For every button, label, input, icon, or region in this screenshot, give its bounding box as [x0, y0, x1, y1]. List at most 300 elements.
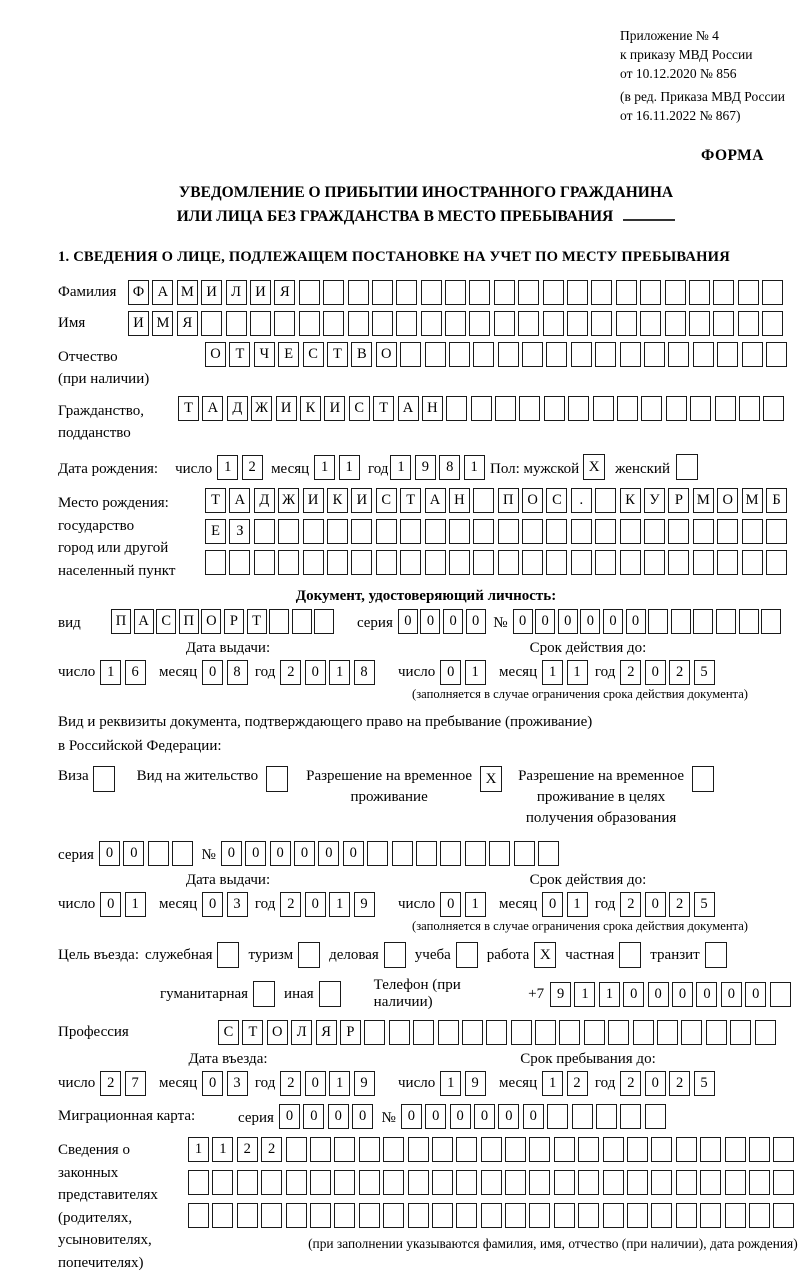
char-cell[interactable]	[518, 280, 539, 305]
char-cell[interactable]	[303, 550, 324, 575]
char-cell[interactable]	[359, 1170, 380, 1195]
char-cell[interactable]: 1	[188, 1137, 209, 1162]
char-cell[interactable]	[543, 280, 564, 305]
char-cell[interactable]: 1	[329, 660, 350, 685]
char-cell[interactable]	[473, 342, 494, 367]
char-cell[interactable]	[299, 311, 320, 336]
char-cell[interactable]: 0	[645, 892, 666, 917]
char-cell[interactable]: И	[250, 280, 271, 305]
char-cell[interactable]	[529, 1203, 550, 1228]
char-cell[interactable]	[543, 311, 564, 336]
char-cell[interactable]	[717, 550, 738, 575]
char-cell[interactable]	[641, 396, 662, 421]
char-cell[interactable]: И	[351, 488, 372, 513]
char-cell[interactable]	[489, 841, 510, 866]
char-cell[interactable]: 1	[217, 455, 238, 480]
char-cell[interactable]	[571, 519, 592, 544]
char-cell[interactable]: 0	[352, 1104, 373, 1129]
char-cell[interactable]	[498, 519, 519, 544]
char-cell[interactable]	[595, 488, 616, 513]
char-cell[interactable]: 0	[645, 660, 666, 685]
char-cell[interactable]	[693, 342, 714, 367]
char-cell[interactable]	[188, 1170, 209, 1195]
char-cell[interactable]	[212, 1203, 233, 1228]
purpose-private-checkbox[interactable]	[619, 942, 641, 968]
char-cell[interactable]	[700, 1203, 721, 1228]
char-cell[interactable]	[766, 550, 787, 575]
char-cell[interactable]	[644, 550, 665, 575]
purpose-work-checkbox[interactable]: X	[534, 942, 556, 968]
char-cell[interactable]: 0	[513, 609, 533, 634]
char-cell[interactable]	[299, 280, 320, 305]
char-cell[interactable]	[725, 1203, 746, 1228]
char-cell[interactable]	[505, 1203, 526, 1228]
char-cell[interactable]	[456, 1137, 477, 1162]
char-cell[interactable]	[392, 841, 413, 866]
char-cell[interactable]: 0	[558, 609, 578, 634]
char-cell[interactable]	[668, 550, 689, 575]
char-cell[interactable]: С	[218, 1020, 239, 1045]
char-cell[interactable]: Я	[274, 280, 295, 305]
char-cell[interactable]: 0	[645, 1071, 666, 1096]
temp-permit-edu-checkbox[interactable]	[692, 766, 714, 792]
char-cell[interactable]: 3	[227, 1071, 248, 1096]
char-cell[interactable]	[445, 311, 466, 336]
char-cell[interactable]: Е	[205, 519, 226, 544]
char-cell[interactable]: 0	[425, 1104, 446, 1129]
char-cell[interactable]: О	[522, 488, 543, 513]
char-cell[interactable]	[446, 396, 467, 421]
char-cell[interactable]	[432, 1137, 453, 1162]
char-cell[interactable]: П	[111, 609, 131, 634]
char-cell[interactable]	[546, 519, 567, 544]
char-cell[interactable]: 2	[620, 660, 641, 685]
char-cell[interactable]: О	[376, 342, 397, 367]
char-cell[interactable]: 1	[465, 660, 486, 685]
char-cell[interactable]	[770, 982, 791, 1007]
char-cell[interactable]	[578, 1137, 599, 1162]
char-cell[interactable]	[644, 519, 665, 544]
char-cell[interactable]	[286, 1170, 307, 1195]
char-cell[interactable]	[651, 1170, 672, 1195]
char-cell[interactable]	[351, 550, 372, 575]
char-cell[interactable]: 1	[212, 1137, 233, 1162]
char-cell[interactable]	[665, 280, 686, 305]
char-cell[interactable]	[567, 311, 588, 336]
char-cell[interactable]: С	[156, 609, 176, 634]
char-cell[interactable]	[172, 841, 193, 866]
char-cell[interactable]	[761, 609, 781, 634]
char-cell[interactable]	[693, 519, 714, 544]
char-cell[interactable]	[681, 1020, 702, 1045]
char-cell[interactable]	[738, 280, 759, 305]
char-cell[interactable]	[494, 311, 515, 336]
char-cell[interactable]	[690, 396, 711, 421]
char-cell[interactable]: И	[128, 311, 149, 336]
char-cell[interactable]	[620, 519, 641, 544]
char-cell[interactable]	[425, 342, 446, 367]
char-cell[interactable]: 1	[329, 1071, 350, 1096]
char-cell[interactable]: 8	[354, 660, 375, 685]
char-cell[interactable]: 0	[420, 609, 440, 634]
char-cell[interactable]: Д	[227, 396, 248, 421]
char-cell[interactable]: 9	[354, 892, 375, 917]
char-cell[interactable]: 0	[745, 982, 766, 1007]
char-cell[interactable]	[644, 342, 665, 367]
char-cell[interactable]	[498, 342, 519, 367]
purpose-commercial-checkbox[interactable]	[384, 942, 406, 968]
char-cell[interactable]: Т	[373, 396, 394, 421]
char-cell[interactable]: 2	[620, 1071, 641, 1096]
char-cell[interactable]	[773, 1203, 794, 1228]
char-cell[interactable]: 0	[303, 1104, 324, 1129]
char-cell[interactable]: 0	[305, 892, 326, 917]
char-cell[interactable]	[359, 1137, 380, 1162]
char-cell[interactable]	[603, 1137, 624, 1162]
char-cell[interactable]	[278, 550, 299, 575]
char-cell[interactable]	[481, 1170, 502, 1195]
residence-permit-checkbox[interactable]	[266, 766, 288, 792]
char-cell[interactable]	[376, 519, 397, 544]
char-cell[interactable]: 2	[242, 455, 263, 480]
char-cell[interactable]	[546, 550, 567, 575]
char-cell[interactable]	[389, 1020, 410, 1045]
char-cell[interactable]	[261, 1203, 282, 1228]
char-cell[interactable]	[706, 1020, 727, 1045]
char-cell[interactable]	[383, 1203, 404, 1228]
char-cell[interactable]: А	[425, 488, 446, 513]
char-cell[interactable]: Т	[327, 342, 348, 367]
char-cell[interactable]	[494, 280, 515, 305]
char-cell[interactable]: Л	[226, 280, 247, 305]
purpose-tourism-checkbox[interactable]	[298, 942, 320, 968]
char-cell[interactable]: 8	[227, 660, 248, 685]
char-cell[interactable]	[449, 342, 470, 367]
char-cell[interactable]: 2	[620, 892, 641, 917]
char-cell[interactable]: Т	[205, 488, 226, 513]
char-cell[interactable]: 0	[202, 660, 223, 685]
char-cell[interactable]	[584, 1020, 605, 1045]
char-cell[interactable]	[376, 550, 397, 575]
char-cell[interactable]	[616, 280, 637, 305]
char-cell[interactable]	[462, 1020, 483, 1045]
purpose-transit-checkbox[interactable]	[705, 942, 727, 968]
char-cell[interactable]	[348, 311, 369, 336]
char-cell[interactable]: О	[205, 342, 226, 367]
char-cell[interactable]	[408, 1137, 429, 1162]
char-cell[interactable]	[716, 609, 736, 634]
char-cell[interactable]: С	[546, 488, 567, 513]
char-cell[interactable]	[739, 609, 759, 634]
char-cell[interactable]	[449, 550, 470, 575]
char-cell[interactable]: Е	[278, 342, 299, 367]
char-cell[interactable]	[713, 311, 734, 336]
char-cell[interactable]: Ф	[128, 280, 149, 305]
char-cell[interactable]: 0	[542, 892, 563, 917]
char-cell[interactable]: 0	[343, 841, 364, 866]
char-cell[interactable]	[303, 519, 324, 544]
char-cell[interactable]	[700, 1170, 721, 1195]
char-cell[interactable]	[627, 1203, 648, 1228]
char-cell[interactable]	[486, 1020, 507, 1045]
char-cell[interactable]	[749, 1170, 770, 1195]
char-cell[interactable]: Т	[400, 488, 421, 513]
char-cell[interactable]: У	[644, 488, 665, 513]
char-cell[interactable]	[567, 280, 588, 305]
char-cell[interactable]: 0	[474, 1104, 495, 1129]
char-cell[interactable]	[396, 311, 417, 336]
char-cell[interactable]	[229, 550, 250, 575]
char-cell[interactable]	[773, 1170, 794, 1195]
char-cell[interactable]: 1	[567, 892, 588, 917]
char-cell[interactable]: К	[300, 396, 321, 421]
char-cell[interactable]	[762, 311, 783, 336]
char-cell[interactable]: Р	[340, 1020, 361, 1045]
char-cell[interactable]	[445, 280, 466, 305]
char-cell[interactable]	[668, 519, 689, 544]
char-cell[interactable]: 1	[465, 892, 486, 917]
char-cell[interactable]	[693, 550, 714, 575]
char-cell[interactable]: 0	[450, 1104, 471, 1129]
char-cell[interactable]: А	[202, 396, 223, 421]
char-cell[interactable]	[640, 311, 661, 336]
char-cell[interactable]	[617, 396, 638, 421]
char-cell[interactable]	[529, 1170, 550, 1195]
char-cell[interactable]	[671, 609, 691, 634]
char-cell[interactable]	[148, 841, 169, 866]
char-cell[interactable]: 0	[535, 609, 555, 634]
char-cell[interactable]	[473, 519, 494, 544]
char-cell[interactable]	[689, 280, 710, 305]
char-cell[interactable]	[749, 1137, 770, 1162]
char-cell[interactable]	[522, 342, 543, 367]
char-cell[interactable]	[250, 311, 271, 336]
char-cell[interactable]: Т	[229, 342, 250, 367]
char-cell[interactable]: 5	[694, 1071, 715, 1096]
char-cell[interactable]: 9	[415, 455, 436, 480]
char-cell[interactable]	[546, 342, 567, 367]
char-cell[interactable]: 1	[390, 455, 411, 480]
char-cell[interactable]: А	[134, 609, 154, 634]
char-cell[interactable]	[648, 609, 668, 634]
char-cell[interactable]: 0	[398, 609, 418, 634]
char-cell[interactable]	[715, 396, 736, 421]
char-cell[interactable]: П	[498, 488, 519, 513]
char-cell[interactable]	[495, 396, 516, 421]
char-cell[interactable]: 8	[439, 455, 460, 480]
char-cell[interactable]	[269, 609, 289, 634]
char-cell[interactable]: 0	[523, 1104, 544, 1129]
char-cell[interactable]	[739, 396, 760, 421]
char-cell[interactable]: М	[693, 488, 714, 513]
purpose-business-checkbox[interactable]	[217, 942, 239, 968]
char-cell[interactable]	[627, 1137, 648, 1162]
char-cell[interactable]	[633, 1020, 654, 1045]
char-cell[interactable]	[465, 841, 486, 866]
char-cell[interactable]: А	[398, 396, 419, 421]
char-cell[interactable]	[456, 1203, 477, 1228]
char-cell[interactable]	[578, 1170, 599, 1195]
char-cell[interactable]: И	[303, 488, 324, 513]
char-cell[interactable]	[188, 1203, 209, 1228]
char-cell[interactable]: 0	[603, 609, 623, 634]
char-cell[interactable]: 7	[125, 1071, 146, 1096]
char-cell[interactable]	[310, 1203, 331, 1228]
char-cell[interactable]	[755, 1020, 776, 1045]
char-cell[interactable]: 9	[354, 1071, 375, 1096]
char-cell[interactable]: А	[152, 280, 173, 305]
char-cell[interactable]	[596, 1104, 617, 1129]
char-cell[interactable]	[413, 1020, 434, 1045]
char-cell[interactable]: 0	[221, 841, 242, 866]
char-cell[interactable]: О	[717, 488, 738, 513]
char-cell[interactable]	[438, 1020, 459, 1045]
char-cell[interactable]: 1	[464, 455, 485, 480]
char-cell[interactable]	[425, 550, 446, 575]
char-cell[interactable]: Б	[766, 488, 787, 513]
char-cell[interactable]: Н	[449, 488, 470, 513]
char-cell[interactable]	[595, 550, 616, 575]
visa-checkbox[interactable]	[93, 766, 115, 792]
char-cell[interactable]: 1	[329, 892, 350, 917]
char-cell[interactable]: С	[376, 488, 397, 513]
char-cell[interactable]	[730, 1020, 751, 1045]
char-cell[interactable]: О	[201, 609, 221, 634]
char-cell[interactable]	[591, 311, 612, 336]
char-cell[interactable]	[449, 519, 470, 544]
char-cell[interactable]: 0	[123, 841, 144, 866]
char-cell[interactable]	[292, 609, 312, 634]
char-cell[interactable]: 0	[721, 982, 742, 1007]
char-cell[interactable]	[713, 280, 734, 305]
char-cell[interactable]	[725, 1170, 746, 1195]
char-cell[interactable]: К	[620, 488, 641, 513]
char-cell[interactable]	[421, 311, 442, 336]
char-cell[interactable]: Ж	[278, 488, 299, 513]
char-cell[interactable]	[372, 280, 393, 305]
char-cell[interactable]	[742, 519, 763, 544]
char-cell[interactable]	[627, 1170, 648, 1195]
char-cell[interactable]	[773, 1137, 794, 1162]
char-cell[interactable]	[348, 280, 369, 305]
char-cell[interactable]	[676, 1137, 697, 1162]
char-cell[interactable]	[421, 280, 442, 305]
char-cell[interactable]	[400, 342, 421, 367]
purpose-study-checkbox[interactable]	[456, 942, 478, 968]
char-cell[interactable]	[514, 841, 535, 866]
char-cell[interactable]	[620, 1104, 641, 1129]
char-cell[interactable]	[408, 1203, 429, 1228]
char-cell[interactable]	[554, 1203, 575, 1228]
char-cell[interactable]: М	[742, 488, 763, 513]
char-cell[interactable]	[498, 550, 519, 575]
char-cell[interactable]: 0	[443, 609, 463, 634]
char-cell[interactable]: 0	[580, 609, 600, 634]
char-cell[interactable]	[608, 1020, 629, 1045]
char-cell[interactable]: 9	[550, 982, 571, 1007]
char-cell[interactable]	[471, 396, 492, 421]
char-cell[interactable]	[666, 396, 687, 421]
char-cell[interactable]: 0	[318, 841, 339, 866]
char-cell[interactable]: 0	[672, 982, 693, 1007]
char-cell[interactable]	[572, 1104, 593, 1129]
char-cell[interactable]	[505, 1170, 526, 1195]
char-cell[interactable]: З	[229, 519, 250, 544]
char-cell[interactable]: 6	[125, 660, 146, 685]
char-cell[interactable]: 2	[567, 1071, 588, 1096]
char-cell[interactable]	[425, 519, 446, 544]
char-cell[interactable]	[616, 311, 637, 336]
char-cell[interactable]: 2	[100, 1071, 121, 1096]
char-cell[interactable]	[571, 550, 592, 575]
char-cell[interactable]	[668, 342, 689, 367]
char-cell[interactable]: 1	[314, 455, 335, 480]
char-cell[interactable]	[408, 1170, 429, 1195]
char-cell[interactable]	[278, 519, 299, 544]
char-cell[interactable]	[676, 1203, 697, 1228]
char-cell[interactable]: Ч	[254, 342, 275, 367]
char-cell[interactable]	[481, 1203, 502, 1228]
char-cell[interactable]: 2	[261, 1137, 282, 1162]
char-cell[interactable]: 0	[305, 1071, 326, 1096]
char-cell[interactable]	[665, 311, 686, 336]
char-cell[interactable]	[237, 1203, 258, 1228]
char-cell[interactable]: 2	[280, 660, 301, 685]
char-cell[interactable]	[416, 841, 437, 866]
char-cell[interactable]: 2	[280, 892, 301, 917]
char-cell[interactable]	[620, 550, 641, 575]
char-cell[interactable]: 2	[237, 1137, 258, 1162]
char-cell[interactable]	[367, 841, 388, 866]
char-cell[interactable]	[400, 550, 421, 575]
char-cell[interactable]	[591, 280, 612, 305]
char-cell[interactable]	[469, 311, 490, 336]
char-cell[interactable]	[603, 1203, 624, 1228]
char-cell[interactable]: 0	[328, 1104, 349, 1129]
char-cell[interactable]	[383, 1170, 404, 1195]
char-cell[interactable]: Д	[254, 488, 275, 513]
char-cell[interactable]	[254, 550, 275, 575]
char-cell[interactable]	[334, 1203, 355, 1228]
char-cell[interactable]: Я	[177, 311, 198, 336]
char-cell[interactable]: С	[303, 342, 324, 367]
char-cell[interactable]	[473, 488, 494, 513]
char-cell[interactable]: Л	[291, 1020, 312, 1045]
char-cell[interactable]: И	[324, 396, 345, 421]
char-cell[interactable]: 9	[465, 1071, 486, 1096]
char-cell[interactable]: 0	[202, 1071, 223, 1096]
char-cell[interactable]	[473, 550, 494, 575]
sex-male-checkbox[interactable]: X	[583, 454, 605, 480]
char-cell[interactable]: 0	[100, 892, 121, 917]
char-cell[interactable]	[226, 311, 247, 336]
char-cell[interactable]: 0	[648, 982, 669, 1007]
char-cell[interactable]	[274, 311, 295, 336]
char-cell[interactable]: О	[267, 1020, 288, 1045]
char-cell[interactable]	[538, 841, 559, 866]
purpose-humanitarian-checkbox[interactable]	[253, 981, 275, 1007]
char-cell[interactable]	[529, 1137, 550, 1162]
char-cell[interactable]: 1	[574, 982, 595, 1007]
char-cell[interactable]: 1	[440, 1071, 461, 1096]
char-cell[interactable]: 0	[305, 660, 326, 685]
sex-female-checkbox[interactable]	[676, 454, 698, 480]
char-cell[interactable]	[323, 311, 344, 336]
char-cell[interactable]	[700, 1137, 721, 1162]
char-cell[interactable]: 1	[339, 455, 360, 480]
char-cell[interactable]: П	[179, 609, 199, 634]
char-cell[interactable]	[440, 841, 461, 866]
